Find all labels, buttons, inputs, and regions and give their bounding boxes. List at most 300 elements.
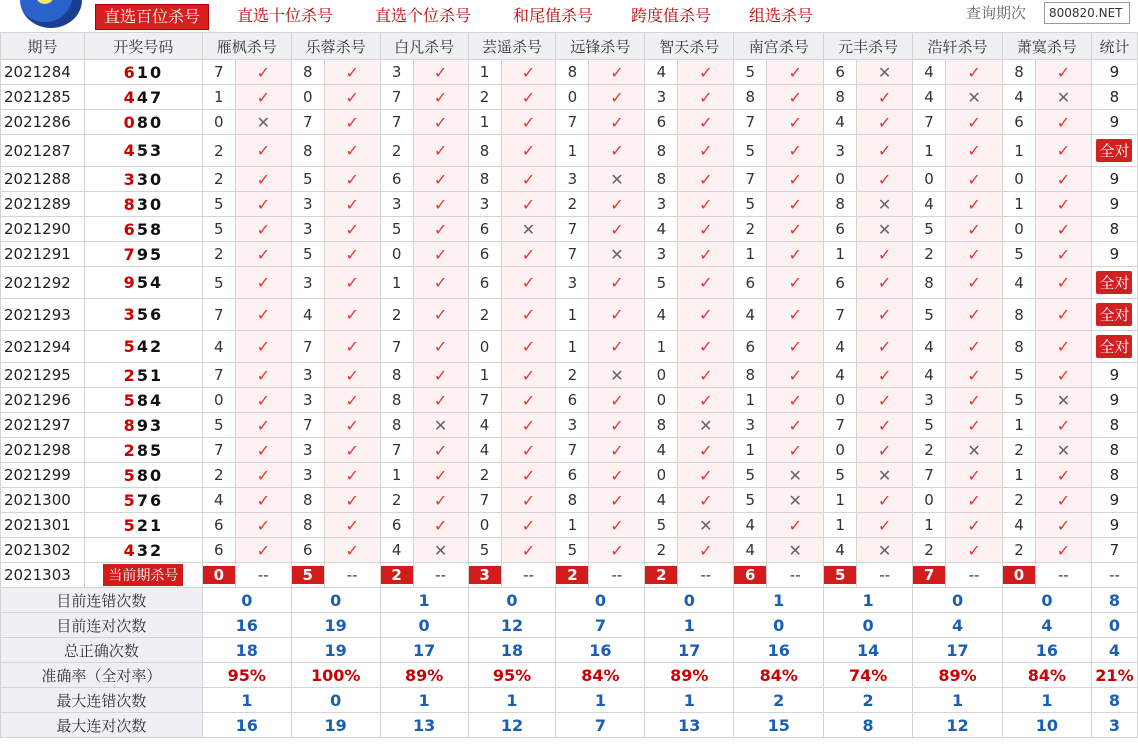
kill-number-cell: 0: [202, 110, 235, 135]
col-header-expert: 芸遥杀号: [468, 33, 556, 60]
kill-number-cell: 7: [202, 438, 235, 463]
kill-number-cell: 1: [468, 363, 501, 388]
result-cell: [678, 438, 734, 463]
draw-digit: 6: [149, 305, 164, 324]
cross-icon: ✕: [967, 87, 981, 107]
check-icon: ✓: [521, 87, 536, 107]
result-cell: [413, 331, 468, 363]
check-icon: ✓: [521, 540, 536, 560]
result-cell: [946, 538, 1003, 563]
pending-result-cell: --: [501, 563, 556, 588]
check-icon: ✓: [788, 141, 802, 160]
kill-number-cell: 5: [913, 217, 946, 242]
table-row: [1, 60, 1138, 85]
result-cell: [501, 60, 556, 85]
kill-number-cell: 4: [645, 438, 678, 463]
draw-number-cell: [84, 538, 202, 563]
current-kill-cell: [1002, 563, 1035, 588]
period-cell: 2021284: [1, 60, 85, 85]
summary-value: 1: [380, 588, 468, 613]
draw-digit: 5: [149, 244, 164, 264]
kill-number-cell: 8: [824, 192, 857, 217]
draw-digit: 2: [136, 515, 150, 535]
kill-number-cell: 0: [824, 438, 857, 463]
draw-digit: 3: [136, 540, 150, 560]
kill-number-cell: 6: [734, 331, 767, 363]
kill-number-cell: 1: [734, 242, 767, 267]
result-cell: [857, 513, 913, 538]
check-icon: ✓: [610, 515, 624, 535]
result-cell: [413, 60, 468, 85]
tab-span-kill[interactable]: 跨度值杀号: [631, 6, 712, 25]
check-icon: ✓: [433, 390, 448, 410]
result-cell: [767, 242, 824, 267]
check-icon: ✓: [345, 194, 359, 214]
kill-number-cell: 6: [824, 60, 857, 85]
result-cell: [1035, 85, 1091, 110]
kill-number-cell: 2: [202, 463, 235, 488]
result-cell: [767, 538, 824, 563]
check-icon: ✓: [345, 305, 359, 324]
summary-row: [1, 588, 1138, 613]
pending-result-cell: --: [767, 563, 824, 588]
tab-units-kill[interactable]: 直选个位杀号: [375, 6, 472, 25]
result-cell: [413, 538, 468, 563]
check-icon: ✓: [1056, 219, 1071, 239]
result-cell: [857, 217, 913, 242]
result-cell: [501, 110, 556, 135]
summary-value: 8: [824, 713, 913, 738]
result-cell: [235, 192, 291, 217]
all-correct-badge: 全对: [1096, 139, 1132, 162]
kill-number-cell: 3: [380, 192, 413, 217]
tab-sum-tail-kill[interactable]: 和尾值杀号: [513, 6, 594, 25]
kill-number-cell: 2: [556, 192, 589, 217]
check-icon: ✓: [788, 219, 802, 239]
kill-number-cell: 0: [202, 388, 235, 413]
check-icon: ✓: [788, 515, 802, 535]
result-cell: [501, 488, 556, 513]
draw-number-cell: [84, 192, 202, 217]
check-icon: ✓: [877, 390, 892, 410]
kill-number-cell: 3: [291, 438, 324, 463]
result-cell: [678, 192, 734, 217]
kill-number-cell: 0: [1002, 217, 1035, 242]
result-cell: [413, 438, 468, 463]
result-cell: [501, 363, 556, 388]
check-icon: ✓: [877, 305, 892, 324]
check-icon: ✓: [610, 273, 624, 292]
result-cell: [235, 331, 291, 363]
result-cell: [767, 413, 824, 438]
col-header-expert: 雁枫杀号: [202, 33, 291, 60]
draw-digit: 3: [136, 169, 150, 189]
stat-cell: 8: [1091, 413, 1137, 438]
check-icon: ✓: [967, 465, 981, 485]
result-cell: [589, 331, 645, 363]
draw-digit: 1: [149, 515, 164, 535]
result-cell: [235, 242, 291, 267]
kill-number-cell: 1: [380, 267, 413, 299]
result-cell: [589, 242, 645, 267]
kill-number-cell: 8: [1002, 60, 1035, 85]
summary-value: 1: [556, 688, 645, 713]
check-icon: ✓: [345, 169, 359, 189]
result-cell: [946, 60, 1003, 85]
current-kill-label-cell: [84, 563, 202, 588]
tab-tens-kill[interactable]: 直选十位杀号: [237, 6, 334, 25]
check-icon: ✓: [433, 62, 448, 82]
draw-number-cell: [84, 110, 202, 135]
kill-number-cell: 8: [645, 135, 678, 167]
draw-digit: 3: [123, 169, 137, 189]
current-kill-number: 2: [645, 566, 677, 584]
cross-icon: ✕: [967, 440, 981, 460]
summary-value: 0: [291, 588, 380, 613]
result-cell: [1035, 60, 1091, 85]
kill-number-cell: 3: [913, 388, 946, 413]
kill-number-cell: 7: [824, 299, 857, 331]
result-cell: [1035, 438, 1091, 463]
kill-number-cell: 2: [1002, 538, 1035, 563]
summary-value: 16: [202, 613, 291, 638]
kill-number-cell: 3: [291, 463, 324, 488]
kill-number-cell: 7: [291, 331, 324, 363]
summary-value: 1: [824, 588, 913, 613]
kill-number-cell: 1: [1002, 135, 1035, 167]
result-cell: [413, 363, 468, 388]
kill-number-cell: 4: [734, 513, 767, 538]
kill-number-cell: 4: [645, 299, 678, 331]
period-cell: 2021293: [1, 299, 85, 331]
check-icon: ✓: [967, 112, 981, 132]
period-cell: 2021296: [1, 388, 85, 413]
current-kill-cell: [913, 563, 946, 588]
result-cell: [324, 85, 380, 110]
stat-cell: 9: [1091, 488, 1137, 513]
kill-number-cell: 4: [913, 331, 946, 363]
current-kill-cell: [380, 563, 413, 588]
kill-number-cell: 0: [380, 242, 413, 267]
result-cell: [857, 135, 913, 167]
result-cell: [857, 85, 913, 110]
draw-digit: 3: [149, 415, 164, 435]
check-icon: ✓: [788, 365, 802, 385]
check-icon: ✓: [610, 440, 624, 460]
kill-number-cell: 5: [1002, 388, 1035, 413]
draw-digit: 9: [123, 273, 137, 292]
result-cell: [678, 85, 734, 110]
pending-result-cell: --: [235, 563, 291, 588]
result-cell: [501, 513, 556, 538]
kill-number-cell: 7: [380, 438, 413, 463]
cross-icon: ✕: [256, 112, 270, 132]
summary-value: 16: [202, 713, 291, 738]
check-icon: ✓: [877, 337, 892, 356]
draw-digit: 5: [149, 440, 164, 460]
draw-digit: 4: [123, 87, 137, 107]
result-cell: [678, 60, 734, 85]
stat-cell: [1091, 331, 1137, 363]
check-icon: ✓: [433, 465, 448, 485]
kill-number-cell: 3: [556, 413, 589, 438]
col-header-expert: 浩轩杀号: [913, 33, 1003, 60]
draw-number-cell: [84, 331, 202, 363]
period-cell: 2021286: [1, 110, 85, 135]
kill-number-cell: 8: [380, 388, 413, 413]
col-header-expert: 智天杀号: [645, 33, 734, 60]
cross-icon: ✕: [877, 194, 892, 214]
result-cell: [678, 331, 734, 363]
result-cell: [946, 110, 1003, 135]
result-cell: [589, 513, 645, 538]
table-row: [1, 167, 1138, 192]
result-cell: [857, 538, 913, 563]
period-cell: 2021303: [1, 563, 85, 588]
kill-number-cell: 6: [202, 513, 235, 538]
kill-number-cell: 0: [556, 85, 589, 110]
check-icon: ✓: [699, 305, 713, 324]
check-icon: ✓: [521, 62, 536, 82]
table-row: [1, 413, 1138, 438]
stat-cell: 9: [1091, 60, 1137, 85]
summary-value: 95%: [202, 663, 291, 688]
query-period-input[interactable]: [1044, 2, 1130, 24]
kill-number-cell: 3: [556, 267, 589, 299]
tab-group-kill[interactable]: 组选杀号: [749, 6, 814, 25]
kill-number-cell: 6: [291, 538, 324, 563]
kill-number-cell: 6: [380, 513, 413, 538]
result-cell: [324, 438, 380, 463]
kill-number-cell: 4: [1002, 267, 1035, 299]
draw-digit: 6: [123, 62, 137, 82]
summary-value: 0: [913, 588, 1003, 613]
kill-number-cell: 8: [734, 85, 767, 110]
cross-icon: ✕: [877, 62, 892, 82]
check-icon: ✓: [1056, 62, 1071, 82]
summary-value: 19: [291, 638, 380, 663]
col-header-expert: 乐蓉杀号: [291, 33, 380, 60]
result-cell: [235, 60, 291, 85]
result-cell: [589, 463, 645, 488]
result-cell: [946, 217, 1003, 242]
check-icon: ✓: [521, 515, 536, 535]
result-cell: [589, 388, 645, 413]
col-header-expert: 萧寞杀号: [1002, 33, 1091, 60]
draw-digit: 0: [149, 62, 164, 82]
result-cell: [1035, 488, 1091, 513]
kill-number-cell: 6: [380, 167, 413, 192]
tab-hundreds-kill[interactable]: 直选百位杀号: [95, 4, 209, 30]
draw-digit: 5: [123, 337, 137, 356]
result-cell: [1035, 110, 1091, 135]
summary-value: 12: [913, 713, 1003, 738]
result-cell: [501, 192, 556, 217]
kill-number-cell: 2: [202, 135, 235, 167]
result-cell: [589, 538, 645, 563]
result-cell: [857, 388, 913, 413]
result-cell: [501, 167, 556, 192]
check-icon: ✓: [967, 415, 981, 435]
cross-icon: ✕: [1056, 390, 1071, 410]
kill-number-cell: 4: [734, 299, 767, 331]
result-cell: [501, 538, 556, 563]
header-row: [1, 33, 1138, 60]
summary-value: 16: [734, 638, 824, 663]
check-icon: ✓: [1056, 194, 1071, 214]
current-kill-number: 6: [734, 566, 766, 584]
kill-number-cell: 7: [380, 110, 413, 135]
result-cell: [324, 388, 380, 413]
kill-number-cell: 4: [1002, 85, 1035, 110]
check-icon: ✓: [256, 194, 270, 214]
result-cell: [413, 413, 468, 438]
check-icon: ✓: [345, 465, 359, 485]
summary-value: 0: [824, 613, 913, 638]
summary-value: 0: [468, 588, 556, 613]
draw-number-cell: [84, 135, 202, 167]
pending-result-cell: --: [324, 563, 380, 588]
kill-number-cell: 5: [468, 538, 501, 563]
check-icon: ✓: [788, 194, 802, 214]
summary-label: 最大连错次数: [1, 688, 203, 713]
check-icon: ✓: [610, 305, 624, 324]
check-icon: ✓: [433, 141, 448, 160]
kill-number-cell: 0: [291, 85, 324, 110]
summary-value: 17: [913, 638, 1003, 663]
check-icon: ✓: [967, 62, 981, 82]
stat-cell: 8: [1091, 463, 1137, 488]
current-kill-number: 2: [381, 566, 413, 584]
result-cell: [767, 192, 824, 217]
check-icon: ✓: [256, 515, 270, 535]
table-row: [1, 538, 1138, 563]
table-row: [1, 331, 1138, 363]
check-icon: ✓: [345, 337, 359, 356]
stat-cell: 9: [1091, 242, 1137, 267]
kill-number-cell: 1: [1002, 463, 1035, 488]
check-icon: ✓: [788, 273, 802, 292]
summary-value: 89%: [380, 663, 468, 688]
kill-number-cell: 3: [734, 413, 767, 438]
summary-value: 1: [734, 588, 824, 613]
result-cell: [678, 363, 734, 388]
kill-number-cell: 5: [202, 192, 235, 217]
check-icon: ✓: [788, 87, 802, 107]
table-row: [1, 488, 1138, 513]
check-icon: ✓: [433, 490, 448, 510]
period-cell: 2021288: [1, 167, 85, 192]
draw-digit: 5: [123, 465, 137, 485]
period-cell: 2021292: [1, 267, 85, 299]
kill-number-cell: 3: [468, 192, 501, 217]
kill-number-cell: 4: [645, 488, 678, 513]
kill-number-cell: 1: [556, 513, 589, 538]
summary-value: 89%: [645, 663, 734, 688]
check-icon: ✓: [877, 515, 892, 535]
draw-digit: 3: [123, 305, 137, 324]
period-cell: 2021290: [1, 217, 85, 242]
result-cell: [589, 267, 645, 299]
result-cell: [413, 110, 468, 135]
summary-value: 13: [380, 713, 468, 738]
result-cell: [1035, 513, 1091, 538]
draw-digit: 8: [136, 112, 150, 132]
kill-number-cell: 1: [734, 388, 767, 413]
kill-number-cell: 6: [468, 267, 501, 299]
check-icon: ✓: [967, 305, 981, 324]
check-icon: ✓: [967, 194, 981, 214]
all-correct-badge: 全对: [1096, 303, 1132, 326]
draw-digit: 5: [136, 273, 150, 292]
kill-number-cell: 5: [734, 135, 767, 167]
draw-number-cell: [84, 299, 202, 331]
result-cell: [1035, 242, 1091, 267]
draw-number-cell: [84, 85, 202, 110]
kill-number-cell: 8: [380, 363, 413, 388]
kill-number-cell: 8: [645, 413, 678, 438]
result-cell: [324, 167, 380, 192]
check-icon: ✓: [610, 390, 624, 410]
draw-digit: 6: [149, 490, 164, 510]
result-cell: [857, 299, 913, 331]
period-cell: 2021302: [1, 538, 85, 563]
kill-number-cell: 7: [202, 60, 235, 85]
current-kill-cell: [468, 563, 501, 588]
result-cell: [857, 60, 913, 85]
check-icon: ✓: [967, 540, 981, 560]
check-icon: ✓: [877, 440, 892, 460]
result-cell: [678, 242, 734, 267]
kill-number-cell: 1: [734, 438, 767, 463]
draw-digit: 7: [149, 87, 164, 107]
result-cell: [678, 388, 734, 413]
draw-number-cell: [84, 60, 202, 85]
check-icon: ✓: [345, 273, 359, 292]
cross-icon: ✕: [788, 490, 802, 510]
check-icon: ✓: [788, 305, 802, 324]
draw-digit: 9: [136, 415, 150, 435]
col-header-expert: 南宫杀号: [734, 33, 824, 60]
kill-number-cell: 1: [468, 110, 501, 135]
result-cell: [324, 538, 380, 563]
kill-number-cell: 2: [913, 438, 946, 463]
check-icon: ✓: [699, 169, 713, 189]
kill-number-cell: 5: [202, 413, 235, 438]
period-cell: 2021295: [1, 363, 85, 388]
kill-number-cell: 3: [291, 267, 324, 299]
period-cell: 2021301: [1, 513, 85, 538]
kill-number-cell: 6: [824, 267, 857, 299]
current-period-row: [1, 563, 1138, 588]
summary-value: 16: [556, 638, 645, 663]
check-icon: ✓: [877, 112, 892, 132]
draw-digit: 5: [136, 305, 150, 324]
stat-cell: 9: [1091, 110, 1137, 135]
kill-number-cell: 8: [556, 488, 589, 513]
result-cell: [589, 85, 645, 110]
check-icon: ✓: [256, 390, 270, 410]
result-cell: [324, 192, 380, 217]
cross-icon: ✕: [788, 465, 802, 485]
result-cell: [324, 60, 380, 85]
result-cell: [767, 488, 824, 513]
check-icon: ✓: [967, 141, 981, 160]
result-cell: [857, 267, 913, 299]
summary-stat-value: 4: [1091, 638, 1137, 663]
check-icon: ✓: [345, 219, 359, 239]
check-icon: ✓: [1056, 465, 1071, 485]
